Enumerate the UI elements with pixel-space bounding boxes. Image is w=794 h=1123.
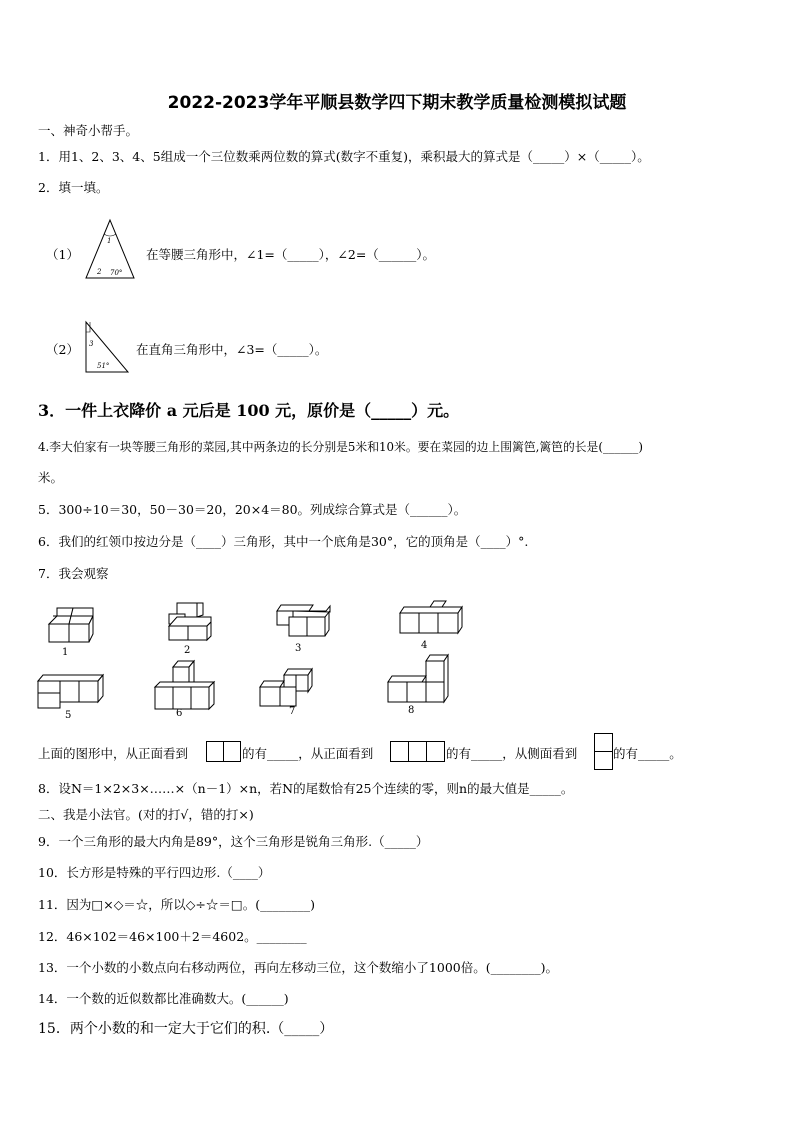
question-7-answer-part-4: 的有_____。 — [613, 746, 682, 761]
angle-70-label: 70° — [110, 269, 123, 277]
cube-figure-8 — [386, 654, 452, 704]
angle-1-label: 1 — [107, 237, 112, 245]
figure-label-2: 2 — [184, 645, 191, 656]
cube-figure-3 — [276, 604, 332, 638]
question-13: 13．一个小数的小数点向右移动两位，再向左移动三位，这个数缩小了1000倍。(________)。 — [38, 960, 558, 975]
question-14: 14．一个数的近似数都比准确数大。(______) — [38, 991, 289, 1006]
isosceles-triangle-figure — [80, 216, 140, 282]
question-7: 7．我会观察 — [38, 566, 109, 581]
figure-label-7: 7 — [289, 706, 296, 717]
angle-2-label: 2 — [97, 268, 102, 276]
figure-label-3: 3 — [295, 643, 302, 654]
section-2-heading: 二、我是小法官。(对的打√，错的打×) — [38, 807, 254, 822]
page-title: 2022-2023学年平顺县数学四下期末教学质量检测模拟试题 — [167, 93, 627, 113]
question-2-1-label: （1） — [46, 247, 79, 262]
section-1-heading: 一、神奇小帮手。 — [38, 123, 139, 138]
cube-figure-1 — [48, 607, 98, 643]
front-view-three-squares — [390, 741, 448, 763]
figure-label-6: 6 — [176, 708, 183, 719]
question-11: 11．因为□×◇＝☆，所以◇÷☆＝□。(________) — [38, 897, 315, 912]
front-view-two-squares — [206, 741, 242, 763]
angle-3-label: 3 — [89, 340, 94, 348]
question-7-answer-part-1: 上面的图形中，从正面看到 — [38, 746, 189, 761]
cube-figure-5 — [36, 674, 106, 710]
question-9: 9．一个三角形的最大内角是89°，这个三角形是锐角三角形.（_____） — [38, 834, 429, 849]
right-triangle-figure — [84, 320, 130, 374]
cube-figure-4 — [398, 600, 464, 636]
question-15: 15．两个小数的和一定大于它们的积.（_____） — [38, 1021, 334, 1037]
cube-figure-6 — [154, 660, 216, 712]
question-5: 5．300÷10＝30，50－30＝20，20×4＝80。列成综合算式是（______）。 — [38, 502, 467, 517]
question-2-2-text: 在直角三角形中，∠3=（_____）。 — [136, 342, 328, 357]
question-10: 10．长方形是特殊的平行四边形.（____） — [38, 865, 271, 880]
figure-label-1: 1 — [62, 647, 69, 658]
question-2: 2．填一填。 — [38, 180, 109, 195]
figure-label-8: 8 — [408, 705, 415, 716]
question-12: 12．46×102＝46×100＋2＝4602。________ — [38, 929, 307, 944]
cube-figure-7 — [258, 668, 314, 708]
question-1: 1．用1、2、3、4、5组成一个三位数乘两位数的算式(数字不重复)，乘积最大的算式是（_____）×（_____）。 — [38, 149, 650, 164]
question-2-1-text: 在等腰三角形中，∠1=（_____），∠2=（______）。 — [146, 247, 436, 262]
question-4-line-1: 4.李大伯家有一块等腰三角形的菜园,其中两条边的长分别是5米和10米。要在菜园的边上围篱笆,篱笆的长是(______) — [38, 440, 643, 454]
angle-51-label: 51° — [97, 362, 110, 370]
question-7-answer-part-3: 的有_____，从侧面看到 — [446, 746, 578, 761]
question-7-answer-part-2: 的有_____，从正面看到 — [242, 746, 374, 761]
question-6: 6．我们的红领巾按边分是（____）三角形，其中一个底角是30°，它的顶角是（____）°. — [38, 534, 529, 549]
figure-label-5: 5 — [65, 710, 72, 721]
cube-figure-2 — [166, 602, 214, 642]
side-view-two-squares-vertical — [594, 733, 614, 771]
question-4-line-2: 米。 — [38, 470, 64, 485]
figure-label-4: 4 — [421, 640, 428, 651]
question-3: 3．一件上衣降价 a 元后是 100 元，原价是（_____）元。 — [38, 401, 460, 420]
question-2-2-label: （2） — [46, 342, 79, 357]
question-8: 8．设N＝1×2×3×……×（n－1）×n，若N的尾数恰有25个连续的零，则n的最大值是_____。 — [38, 781, 574, 796]
